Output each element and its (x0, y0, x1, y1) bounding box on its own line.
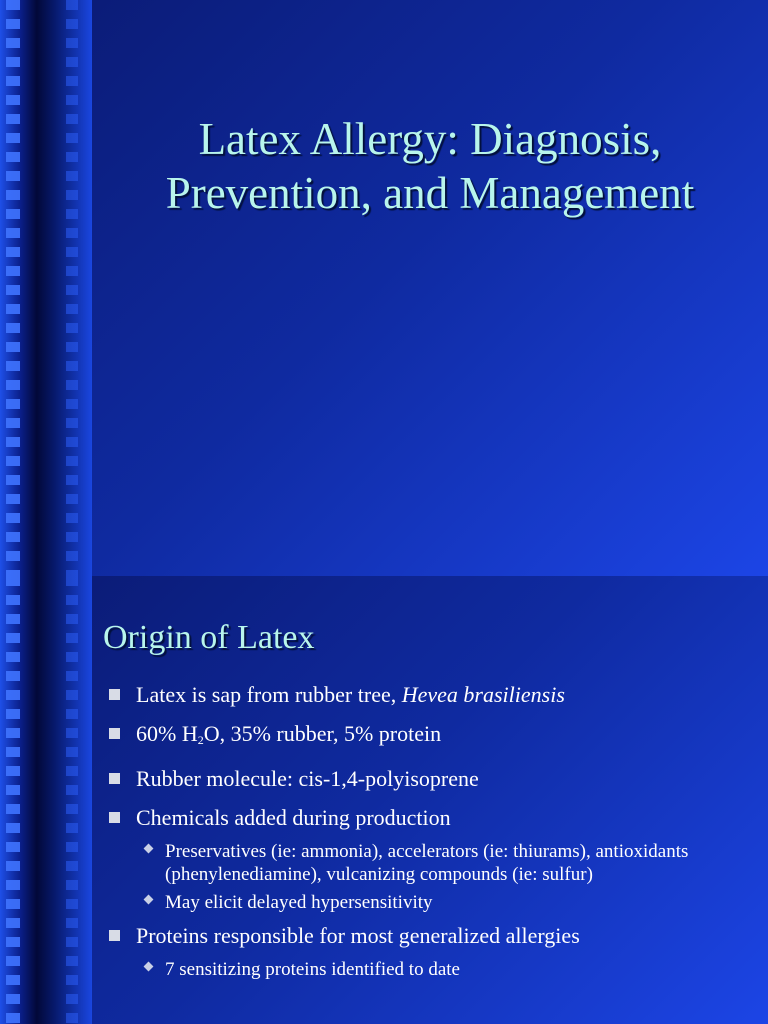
square-bullet-icon (109, 930, 120, 941)
bullet-text: 60% H (136, 721, 198, 746)
strip-squares (6, 0, 20, 576)
bullet-italic-text: Hevea brasiliensis (401, 682, 565, 707)
strip-squares-right (66, 0, 78, 576)
square-bullet-icon (109, 812, 120, 823)
sub-bullet-item (108, 891, 738, 914)
slide-title: Origin of Latex (103, 619, 315, 656)
bullet-list (108, 682, 738, 990)
bullet-text: O, 35% rubber, 5% protein (203, 721, 442, 746)
side-strip (0, 0, 92, 576)
bullet-text: Proteins responsible for most generalized allergies (136, 923, 580, 948)
diamond-bullet-icon (144, 844, 154, 854)
bullet-item (108, 721, 738, 753)
bullet-item (108, 923, 738, 949)
diamond-bullet-icon (144, 962, 154, 972)
square-bullet-icon (109, 773, 120, 784)
sub-bullet-text: Preservatives (ie: ammonia), accelerators (ie: thiurams), antioxidants (phenylenediamine), vulcanizing compounds (ie: sulfur) (165, 841, 689, 885)
title-line-2: Prevention, and Management (165, 168, 695, 218)
subscript-text: 2 (197, 733, 204, 747)
side-strip (0, 576, 92, 1024)
slide-background (92, 0, 768, 576)
sub-bullet-text: May elicit delayed hypersensitivity (165, 892, 433, 913)
bullet-text: Rubber molecule: cis-1,4-polyisoprene (136, 766, 479, 791)
bullet-item (108, 682, 738, 708)
bullet-item (108, 766, 738, 792)
bullet-text: Latex is sap from rubber tree, (136, 682, 402, 707)
title-line-1: Latex Allergy: Diagnosis, (198, 114, 662, 164)
sub-bullet-text: 7 sensitizing proteins identified to date (165, 959, 460, 980)
strip-squares-right (66, 576, 78, 1024)
slide-title (92, 112, 768, 220)
square-bullet-icon (109, 689, 120, 700)
strip-squares (6, 576, 20, 1024)
bullet-text: Chemicals added during production (136, 805, 451, 830)
sub-bullet-item (108, 958, 738, 981)
sub-bullet-item (108, 840, 738, 886)
square-bullet-icon (109, 728, 120, 739)
diamond-bullet-icon (144, 895, 154, 905)
bullet-item (108, 805, 738, 831)
